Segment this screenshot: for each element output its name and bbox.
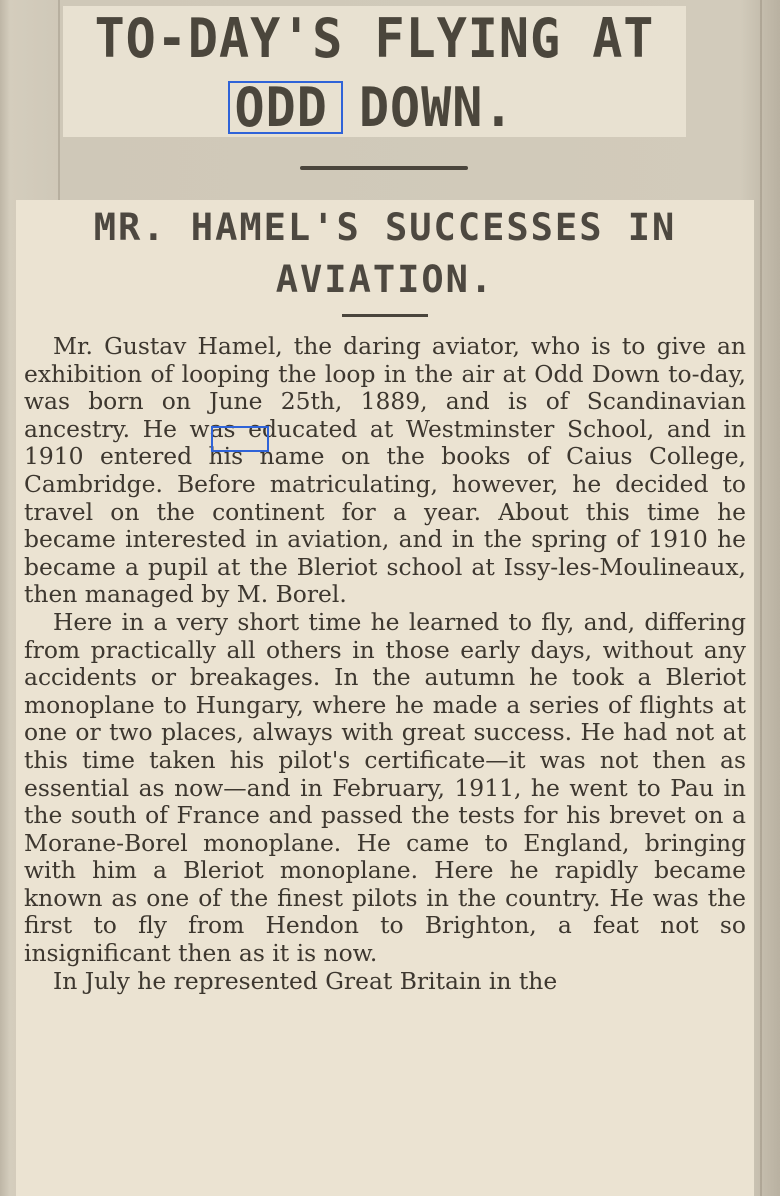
subheadline-line-2: AVIATION. (275, 258, 495, 301)
subheadline (16, 200, 754, 306)
article-clipping (16, 200, 754, 1196)
headline-line-2: ODD DOWN. (234, 76, 515, 139)
article-paragraph-3: In July he represented Great Britain in the (53, 966, 558, 995)
column-rule-right (760, 0, 762, 1196)
headline-line-1: TO-DAY'S FLYING AT (94, 7, 655, 70)
headline (63, 1, 686, 142)
subheadline-divider (342, 314, 428, 317)
search-highlight-headline (228, 81, 343, 134)
search-highlight-body (211, 426, 269, 452)
subheadline-line-1: MR. HAMEL'S SUCCESSES IN (93, 206, 677, 249)
article-paragraph-2: Here in a very short time he learned to fly, and, differing from practically all others in those early days, without any accidents or breakages. In the autumn he took a Bleriot monoplane to Hungary, where he made a series of flights at one or two places, always with great success. He had not at this time taken his pilot's certificate—it was not then as essential as now—and in February, 1911, he went to Pau in the south of France and passed the tests for his brevet on a Morane-Borel monoplane. He came to England, bringing with him a Bleriot monoplane. Here he rapidly became known as one of the finest pilots in the country. He was the first to fly from Hendon to Brighton, a feat not so insignificant then as it is now. (24, 607, 746, 968)
article-paragraph-1: Mr. Gustav Hamel, the daring aviator, who is to give an exhibition of looping the loop in the air at Odd Down to-day, was born on June 25th, 1889, and is of Scandinavian ancestry. He was educated at Westminster School, and in 1910 entered his name on the books of Caius College, Cambridge. Before matriculating, however, he decided to travel on the continent for a year. About this time he became interested in aviation, and in the spring of 1910 he became a pupil at the Bleriot school at Issy-les-Moulineaux, then managed by M. Borel. (24, 332, 746, 609)
article-body (24, 333, 746, 995)
headline-clipping (63, 6, 686, 137)
section-divider (300, 166, 468, 170)
